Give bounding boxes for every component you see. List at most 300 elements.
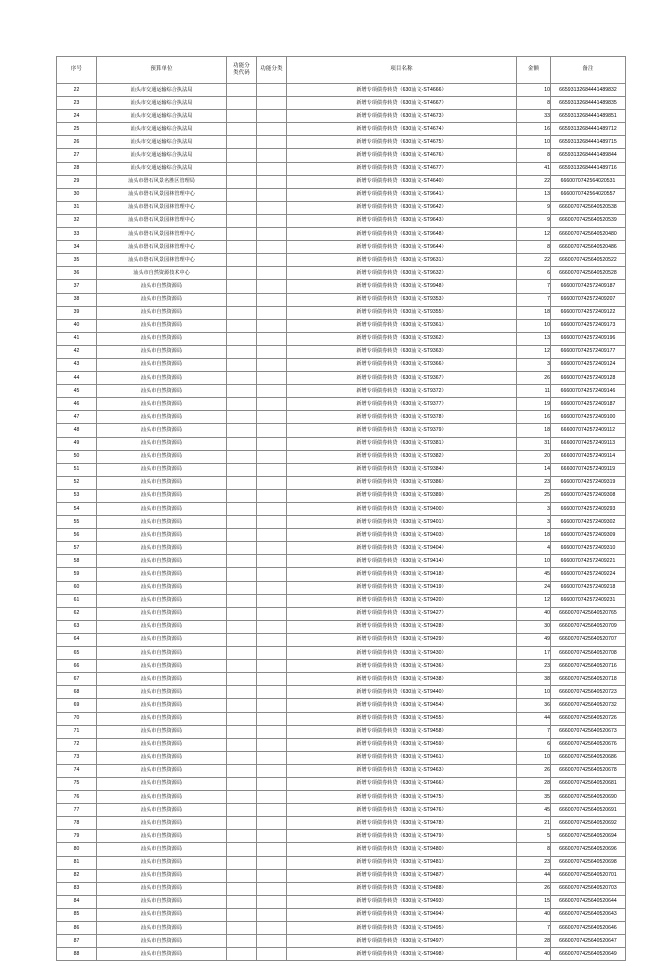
row-cell-function-class (257, 660, 287, 673)
table-row (57, 804, 626, 817)
row-cell-project: 新增专项债券转贷（630汕文-ST9430） (287, 647, 517, 660)
row-cell-project: 新增专项债券转贷（630汕文-ST9466） (287, 777, 517, 790)
row-cell-unit: 汕头市自然资源局 (97, 948, 227, 961)
row-cell-note: 66600707425640520701 (551, 869, 626, 882)
row-cell-function-code (227, 254, 257, 267)
row-cell-function-class (257, 97, 287, 110)
row-cell-note: 6660070742572409218 (551, 581, 626, 594)
row-cell-unit: 汕头市自然资源局 (97, 817, 227, 830)
row-cell-function-class (257, 529, 287, 542)
row-cell-note: 66593132684441489844 (551, 149, 626, 162)
row-cell-amount: 30 (517, 620, 551, 633)
row-cell-amount: 22 (517, 175, 551, 188)
row-cell-project: 新增专项债券转贷（630汕文-ST4677） (287, 162, 517, 175)
table-row (57, 385, 626, 398)
row-cell-project: 新增专项债券转贷（630汕文-ST9367） (287, 372, 517, 385)
table-row (57, 568, 626, 581)
row-cell-seq: 34 (57, 241, 97, 254)
row-cell-seq: 54 (57, 503, 97, 516)
row-cell-seq: 82 (57, 869, 97, 882)
row-cell-seq: 35 (57, 254, 97, 267)
table-row (57, 241, 626, 254)
row-cell-seq: 25 (57, 123, 97, 136)
row-cell-function-code (227, 607, 257, 620)
row-cell-project: 新增专项债券转贷（630汕文-ST9497） (287, 935, 517, 948)
row-cell-amount: 18 (517, 529, 551, 542)
row-cell-seq: 77 (57, 804, 97, 817)
row-cell-note: 6660070742572409224 (551, 568, 626, 581)
row-cell-amount: 44 (517, 869, 551, 882)
column-header-project: 项目名称 (287, 57, 517, 84)
row-cell-unit: 汕头市自然资源局 (97, 660, 227, 673)
row-cell-function-code (227, 188, 257, 201)
row-cell-seq: 30 (57, 188, 97, 201)
row-cell-note: 66600707425640520646 (551, 922, 626, 935)
row-cell-note: 6660070742572409100 (551, 411, 626, 424)
row-cell-function-class (257, 503, 287, 516)
row-cell-unit: 汕头市交通运输综合执法局 (97, 136, 227, 149)
row-cell-seq: 24 (57, 110, 97, 123)
row-cell-unit: 汕头市交通运输综合执法局 (97, 162, 227, 175)
row-cell-project: 新增专项债券转贷（630汕文-ST9362） (287, 332, 517, 345)
row-cell-unit: 汕头市自然资源局 (97, 568, 227, 581)
row-cell-function-code (227, 804, 257, 817)
row-cell-unit: 汕头市自然资源局 (97, 345, 227, 358)
row-cell-seq: 69 (57, 699, 97, 712)
table-row (57, 424, 626, 437)
row-cell-function-code (227, 516, 257, 529)
row-cell-project: 新增专项债券转贷（630汕文-ST9644） (287, 241, 517, 254)
row-cell-seq: 39 (57, 306, 97, 319)
row-cell-seq: 80 (57, 843, 97, 856)
row-cell-function-class (257, 319, 287, 332)
row-cell-project: 新增专项债券转贷（630汕文-ST9648） (287, 228, 517, 241)
row-cell-project: 新增专项债券转贷（630汕文-ST4666） (287, 84, 517, 97)
row-cell-amount: 16 (517, 123, 551, 136)
table-row (57, 751, 626, 764)
row-cell-unit: 汕头市自然资源局 (97, 607, 227, 620)
row-cell-project: 新增专项债券转贷（630汕文-ST9400） (287, 503, 517, 516)
row-cell-project: 新增专项债券转贷（630汕文-ST9478） (287, 817, 517, 830)
row-cell-function-code (227, 948, 257, 961)
row-cell-note: 66600707425640520707 (551, 633, 626, 646)
row-cell-seq: 46 (57, 398, 97, 411)
row-cell-function-code (227, 175, 257, 188)
row-cell-function-class (257, 437, 287, 450)
row-cell-function-code (227, 856, 257, 869)
table-row (57, 214, 626, 227)
row-cell-unit: 汕头市礐石风景园林管理中心 (97, 254, 227, 267)
row-cell-project: 新增专项债券转贷（630汕文-ST9384） (287, 463, 517, 476)
row-cell-unit: 汕头市自然资源局 (97, 882, 227, 895)
row-cell-note: 6660070742572409177 (551, 345, 626, 358)
row-cell-function-class (257, 411, 287, 424)
row-cell-seq: 83 (57, 882, 97, 895)
table-row (57, 647, 626, 660)
row-cell-function-code (227, 136, 257, 149)
row-cell-project: 新增专项债券转贷（630汕文-ST9378） (287, 411, 517, 424)
row-cell-function-code (227, 437, 257, 450)
row-cell-note: 66600707425640520681 (551, 777, 626, 790)
row-cell-seq: 68 (57, 686, 97, 699)
row-cell-amount: 26 (517, 764, 551, 777)
row-cell-seq: 63 (57, 620, 97, 633)
row-cell-note: 6660070742572409114 (551, 450, 626, 463)
row-cell-unit: 汕头市自然资源局 (97, 450, 227, 463)
row-cell-function-code (227, 411, 257, 424)
row-cell-note: 6660070742572409113 (551, 437, 626, 450)
row-cell-note: 66600707425640520708 (551, 647, 626, 660)
table-row (57, 777, 626, 790)
row-cell-note: 66593132684441489712 (551, 123, 626, 136)
row-cell-function-code (227, 345, 257, 358)
row-cell-unit: 汕头市自然资源局 (97, 725, 227, 738)
row-cell-amount: 12 (517, 594, 551, 607)
table-row (57, 699, 626, 712)
table-row (57, 908, 626, 921)
row-cell-amount: 10 (517, 686, 551, 699)
row-cell-function-class (257, 843, 287, 856)
row-cell-project: 新增专项债券转贷（630汕文-ST9632） (287, 267, 517, 280)
row-cell-amount: 38 (517, 673, 551, 686)
row-cell-function-code (227, 450, 257, 463)
row-cell-function-class (257, 699, 287, 712)
row-cell-function-class (257, 463, 287, 476)
row-cell-function-class (257, 935, 287, 948)
row-cell-function-code (227, 555, 257, 568)
row-cell-function-class (257, 647, 287, 660)
row-cell-project: 新增专项债券转贷（630汕文-ST9631） (287, 254, 517, 267)
table-row (57, 306, 626, 319)
row-cell-amount: 24 (517, 581, 551, 594)
row-cell-unit: 汕头市自然资源局 (97, 411, 227, 424)
row-cell-function-class (257, 84, 287, 97)
row-cell-function-class (257, 241, 287, 254)
row-cell-seq: 49 (57, 437, 97, 450)
row-cell-seq: 75 (57, 777, 97, 790)
table-row (57, 175, 626, 188)
row-cell-project: 新增专项债券转贷（630汕文-ST9428） (287, 620, 517, 633)
row-cell-function-code (227, 372, 257, 385)
row-cell-project: 新增专项债券转贷（630汕文-ST9382） (287, 450, 517, 463)
row-cell-project: 新增专项债券转贷（630汕文-ST9436） (287, 660, 517, 673)
row-cell-unit: 汕头市自然资源局 (97, 922, 227, 935)
row-cell-unit: 汕头市自然资源局 (97, 647, 227, 660)
table-row (57, 437, 626, 450)
row-cell-function-class (257, 254, 287, 267)
row-cell-amount: 8 (517, 97, 551, 110)
row-cell-seq: 47 (57, 411, 97, 424)
row-cell-seq: 52 (57, 476, 97, 489)
row-cell-unit: 汕头市自然资源局 (97, 869, 227, 882)
row-cell-function-class (257, 725, 287, 738)
table-row (57, 280, 626, 293)
table-row (57, 97, 626, 110)
row-cell-function-code (227, 673, 257, 686)
row-cell-project: 新增专项债券转贷（630汕文-ST9427） (287, 607, 517, 620)
row-cell-unit: 汕头市自然资源局 (97, 319, 227, 332)
row-cell-amount: 9 (517, 201, 551, 214)
row-cell-function-class (257, 607, 287, 620)
row-cell-function-code (227, 882, 257, 895)
row-cell-amount: 6 (517, 738, 551, 751)
row-cell-function-code (227, 581, 257, 594)
table-row (57, 136, 626, 149)
row-cell-function-code (227, 306, 257, 319)
row-cell-unit: 汕头市交通运输综合执法局 (97, 123, 227, 136)
row-cell-function-class (257, 568, 287, 581)
row-cell-amount: 40 (517, 948, 551, 961)
row-cell-unit: 汕头市自然资源局 (97, 280, 227, 293)
row-cell-note: 6660070742572409173 (551, 319, 626, 332)
row-cell-unit: 汕头市交通运输综合执法局 (97, 84, 227, 97)
table-row (57, 123, 626, 136)
row-cell-function-code (227, 777, 257, 790)
row-cell-function-class (257, 594, 287, 607)
row-cell-note: 66600707425640520692 (551, 817, 626, 830)
row-cell-seq: 40 (57, 319, 97, 332)
row-cell-note: 6660070742572409122 (551, 306, 626, 319)
row-cell-seq: 58 (57, 555, 97, 568)
row-cell-function-class (257, 110, 287, 123)
row-cell-note: 66600707425640520686 (551, 751, 626, 764)
row-cell-function-code (227, 712, 257, 725)
row-cell-seq: 87 (57, 935, 97, 948)
row-cell-unit: 汕头市自然资源局 (97, 398, 227, 411)
row-cell-note: 66593132684441489835 (551, 97, 626, 110)
row-cell-unit: 汕头市自然资源局 (97, 764, 227, 777)
row-cell-project: 新增专项债券转贷（630汕文-ST9440） (287, 686, 517, 699)
row-cell-note: 66600707425640520696 (551, 843, 626, 856)
row-cell-amount: 13 (517, 332, 551, 345)
table-row (57, 712, 626, 725)
row-cell-note: 66600707425640520732 (551, 699, 626, 712)
row-cell-seq: 64 (57, 633, 97, 646)
row-cell-amount: 26 (517, 372, 551, 385)
row-cell-seq: 45 (57, 385, 97, 398)
row-cell-project: 新增专项债券转贷（630汕文-ST9493） (287, 895, 517, 908)
row-cell-note: 6660070742572409119 (551, 463, 626, 476)
row-cell-function-code (227, 542, 257, 555)
row-cell-function-class (257, 280, 287, 293)
row-cell-function-code (227, 162, 257, 175)
row-cell-function-code (227, 529, 257, 542)
table-row (57, 149, 626, 162)
table-row (57, 725, 626, 738)
row-cell-function-class (257, 856, 287, 869)
row-cell-function-class (257, 149, 287, 162)
row-cell-amount: 5 (517, 830, 551, 843)
table-row (57, 228, 626, 241)
row-cell-unit: 汕头市自然资源局 (97, 437, 227, 450)
column-header-unit: 预算单位 (97, 57, 227, 84)
row-cell-amount: 20 (517, 450, 551, 463)
row-cell-unit: 汕头市交通运输综合执法局 (97, 97, 227, 110)
row-cell-amount: 16 (517, 411, 551, 424)
budget-table (56, 56, 626, 961)
row-cell-function-code (227, 463, 257, 476)
table-row (57, 738, 626, 751)
table-row (57, 935, 626, 948)
row-cell-function-code (227, 686, 257, 699)
column-header-function-code (227, 57, 257, 84)
row-cell-function-class (257, 869, 287, 882)
row-cell-note: 66600707425640520643 (551, 908, 626, 921)
table-row (57, 267, 626, 280)
row-cell-function-class (257, 332, 287, 345)
table-row (57, 581, 626, 594)
table-row (57, 463, 626, 476)
row-cell-project: 新增专项债券转贷（630汕文-ST9372） (287, 385, 517, 398)
row-cell-function-class (257, 751, 287, 764)
row-cell-unit: 汕头市自然资源局 (97, 699, 227, 712)
row-cell-amount: 3 (517, 358, 551, 371)
row-cell-project: 新增专项债券转贷（630汕文-ST9414） (287, 555, 517, 568)
row-cell-note: 66600707425640520765 (551, 607, 626, 620)
table-row (57, 110, 626, 123)
row-cell-project: 新增专项债券转贷（630汕文-ST9454） (287, 699, 517, 712)
row-cell-note: 66593132684441489715 (551, 136, 626, 149)
row-cell-amount: 49 (517, 633, 551, 646)
table-row (57, 529, 626, 542)
row-cell-note: 6660070742572409196 (551, 332, 626, 345)
row-cell-function-class (257, 162, 287, 175)
row-cell-unit: 汕头市自然资源局 (97, 476, 227, 489)
row-cell-note: 6660070742572409293 (551, 503, 626, 516)
row-cell-function-class (257, 267, 287, 280)
row-cell-unit: 汕头市自然资源局 (97, 463, 227, 476)
row-cell-unit: 汕头市自然资源局 (97, 332, 227, 345)
row-cell-amount: 9 (517, 214, 551, 227)
row-cell-note: 6660070742572409187 (551, 398, 626, 411)
row-cell-amount: 12 (517, 228, 551, 241)
row-cell-seq: 31 (57, 201, 97, 214)
column-header-function-class: 功能分类 (257, 57, 287, 84)
row-cell-amount: 17 (517, 647, 551, 660)
row-cell-note: 66600707425640520691 (551, 804, 626, 817)
row-cell-function-code (227, 123, 257, 136)
row-cell-amount: 10 (517, 751, 551, 764)
row-cell-function-class (257, 922, 287, 935)
row-cell-unit: 汕头市自然资源局 (97, 908, 227, 921)
row-cell-project: 新增专项债券转贷（630汕文-ST9404） (287, 542, 517, 555)
row-cell-seq: 53 (57, 489, 97, 502)
row-cell-function-class (257, 516, 287, 529)
row-cell-function-class (257, 764, 287, 777)
row-cell-function-class (257, 293, 287, 306)
row-cell-function-class (257, 188, 287, 201)
row-cell-project: 新增专项债券转贷（630汕文-ST9487） (287, 869, 517, 882)
row-cell-amount: 31 (517, 437, 551, 450)
row-cell-seq: 61 (57, 594, 97, 607)
row-cell-function-class (257, 476, 287, 489)
table-row (57, 660, 626, 673)
row-cell-seq: 26 (57, 136, 97, 149)
table-row (57, 162, 626, 175)
row-cell-function-class (257, 686, 287, 699)
row-cell-seq: 74 (57, 764, 97, 777)
row-cell-seq: 57 (57, 542, 97, 555)
row-cell-unit: 汕头市自然资源局 (97, 791, 227, 804)
row-cell-function-code (227, 293, 257, 306)
row-cell-note: 66600707425640520644 (551, 895, 626, 908)
table-row (57, 516, 626, 529)
table-header (57, 57, 626, 84)
row-cell-function-code (227, 830, 257, 843)
row-cell-seq: 51 (57, 463, 97, 476)
row-cell-function-class (257, 136, 287, 149)
row-cell-seq: 55 (57, 516, 97, 529)
row-cell-project: 新增专项债券转贷（630汕文-ST9498） (287, 948, 517, 961)
row-cell-project: 新增专项债券转贷（630汕文-ST9403） (287, 529, 517, 542)
row-cell-function-code (227, 319, 257, 332)
row-cell-function-class (257, 398, 287, 411)
row-cell-amount: 4 (517, 542, 551, 555)
row-cell-function-code (227, 725, 257, 738)
table-row (57, 319, 626, 332)
row-cell-function-code (227, 398, 257, 411)
row-cell-amount: 36 (517, 699, 551, 712)
row-cell-function-class (257, 228, 287, 241)
row-cell-function-code (227, 385, 257, 398)
row-cell-function-class (257, 948, 287, 961)
row-cell-amount: 3 (517, 503, 551, 516)
row-cell-project: 新增专项债券转贷（630汕文-ST9355） (287, 306, 517, 319)
row-cell-amount: 8 (517, 843, 551, 856)
row-cell-unit: 汕头市自然资源局 (97, 843, 227, 856)
row-cell-note: 66600707425640520703 (551, 882, 626, 895)
row-cell-seq: 65 (57, 647, 97, 660)
row-cell-unit: 汕头市自然资源局 (97, 489, 227, 502)
table-row (57, 489, 626, 502)
table-row (57, 358, 626, 371)
table-row (57, 188, 626, 201)
table-row (57, 882, 626, 895)
table-row (57, 372, 626, 385)
table-row (57, 607, 626, 620)
row-cell-amount: 18 (517, 424, 551, 437)
row-cell-function-class (257, 385, 287, 398)
row-cell-function-code (227, 503, 257, 516)
row-cell-amount: 6 (517, 267, 551, 280)
function-code-line2: 类代码 (233, 70, 250, 76)
row-cell-amount: 22 (517, 254, 551, 267)
row-cell-unit: 汕头市礐石风景园林管理中心 (97, 188, 227, 201)
row-cell-note: 6660070742572409221 (551, 555, 626, 568)
row-cell-function-code (227, 620, 257, 633)
row-cell-function-code (227, 110, 257, 123)
table-row (57, 555, 626, 568)
row-cell-note: 66600707425640520528 (551, 267, 626, 280)
table-row (57, 201, 626, 214)
row-cell-note: 6660070742572409146 (551, 385, 626, 398)
row-cell-project: 新增专项债券转贷（630汕文-ST9481） (287, 856, 517, 869)
row-cell-seq: 84 (57, 895, 97, 908)
row-cell-seq: 23 (57, 97, 97, 110)
row-cell-project: 新增专项债券转贷（630汕文-ST9463） (287, 764, 517, 777)
row-cell-amount: 45 (517, 568, 551, 581)
row-cell-project: 新增专项债券转贷（630汕文-ST9438） (287, 673, 517, 686)
row-cell-note: 66600707425640520709 (551, 620, 626, 633)
table-body (57, 84, 626, 961)
row-cell-seq: 76 (57, 791, 97, 804)
row-cell-function-class (257, 777, 287, 790)
row-cell-amount: 25 (517, 489, 551, 502)
row-cell-project: 新增专项债券转贷（630汕文-ST9401） (287, 516, 517, 529)
row-cell-unit: 汕头市自然资源局 (97, 633, 227, 646)
row-cell-function-code (227, 908, 257, 921)
row-cell-function-code (227, 568, 257, 581)
